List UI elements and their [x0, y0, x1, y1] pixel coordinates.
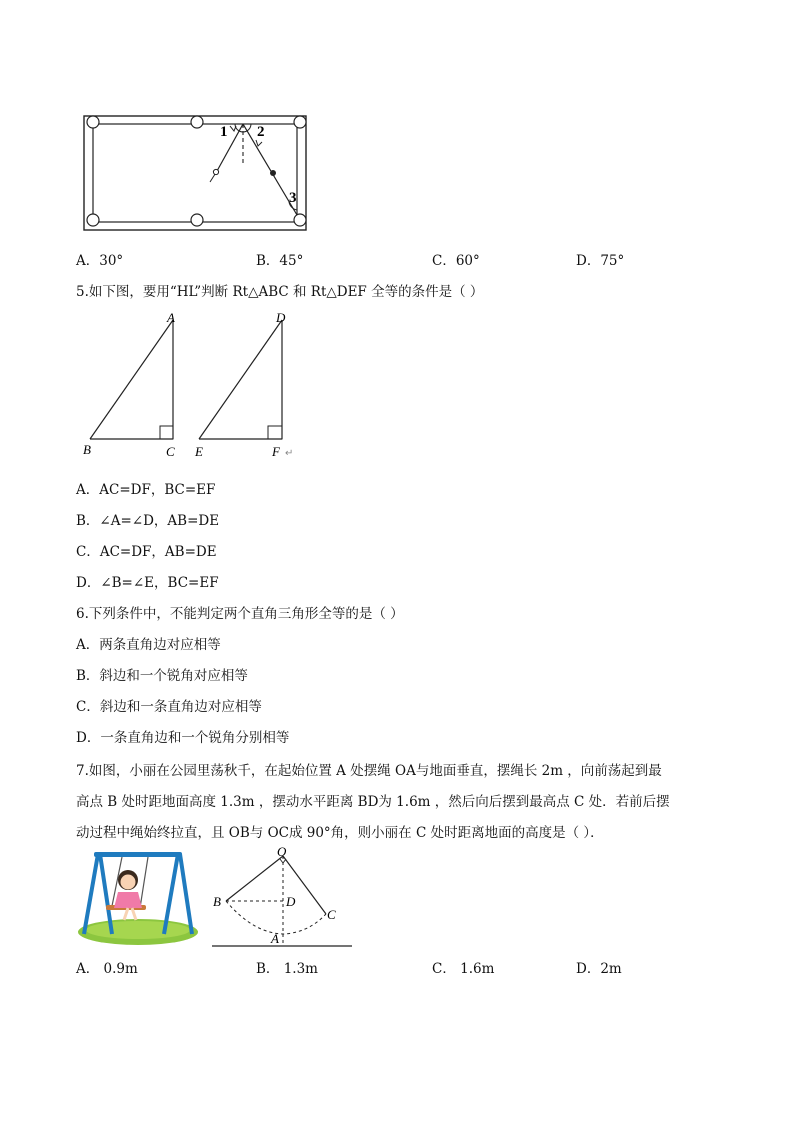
q7-option-c[interactable]: C． 1.6m: [432, 961, 495, 977]
billiard-table-figure: [80, 112, 320, 236]
q7-option-a[interactable]: A． 0.9m: [76, 961, 138, 977]
point-label-d: D: [286, 894, 296, 909]
q4-option-c[interactable]: C．60°: [432, 253, 480, 269]
q5-option-c[interactable]: C．AC=DF，AB=DE: [76, 544, 217, 560]
q5-option-a[interactable]: A．AC=DF，BC=EF: [76, 482, 216, 498]
point-label-b: B: [213, 894, 221, 909]
pendulum-figure: [208, 845, 356, 947]
vertex-label-f: F: [272, 444, 280, 459]
point-label-o: O: [277, 845, 287, 859]
point-label-a: A: [271, 931, 279, 946]
q7-option-d[interactable]: D．2m: [576, 961, 622, 977]
vertex-label-d: D: [276, 310, 286, 325]
vertex-label-c: C: [166, 444, 175, 459]
vertex-label-b: B: [83, 442, 91, 457]
q6-option-d[interactable]: D．一条直角边和一个锐角分别相等: [76, 730, 290, 746]
q7-stem-line-3: 动过程中绳始终拉直，且 OB与 OC成 90°角，则小丽在 C 处时距离地面的高度是（ ）．: [76, 825, 604, 841]
q6-option-c[interactable]: C．斜边和一条直角边对应相等: [76, 699, 262, 715]
q6-stem: 6.下列条件中，不能判定两个直角三角形全等的是（ ）: [76, 606, 404, 622]
angle-label-2: 2: [257, 124, 265, 140]
angle-label-3: 3: [289, 190, 297, 206]
q7-stem-line-2: 高点 B 处时距地面高度 1.3m ，摆动水平距离 BD为 1.6m ，然后向后摆到最高点 C 处．若前后摆: [76, 794, 670, 810]
q6-option-a[interactable]: A．两条直角边对应相等: [76, 637, 221, 653]
q6-option-b[interactable]: B．斜边和一个锐角对应相等: [76, 668, 248, 684]
q7-option-b[interactable]: B． 1.3m: [256, 961, 318, 977]
q4-option-a[interactable]: A．30°: [76, 253, 124, 269]
vertex-label-e: E: [195, 444, 203, 459]
q5-option-d[interactable]: D．∠B=∠E，BC=EF: [76, 575, 219, 591]
point-label-c: C: [327, 907, 336, 922]
q4-option-d[interactable]: D．75°: [576, 253, 625, 269]
swing-illustration: [76, 848, 200, 948]
vertex-label-a: A: [167, 310, 175, 325]
return-mark: ↵: [285, 448, 294, 459]
q7-stem-line-1: 7.如图，小丽在公园里荡秋千，在起始位置 A 处摆绳 OA与地面垂直，摆绳长 2m ，向前荡起到最: [76, 763, 662, 779]
q5-option-b[interactable]: B．∠A=∠D，AB=DE: [76, 513, 220, 529]
right-triangles-figure: [78, 308, 308, 462]
q5-stem: 5.如下图，要用“HL”判断 Rt△ABC 和 Rt△DEF 全等的条件是（ ）: [76, 284, 484, 300]
angle-label-1: 1: [220, 124, 228, 140]
q4-option-b[interactable]: B．45°: [256, 253, 304, 269]
